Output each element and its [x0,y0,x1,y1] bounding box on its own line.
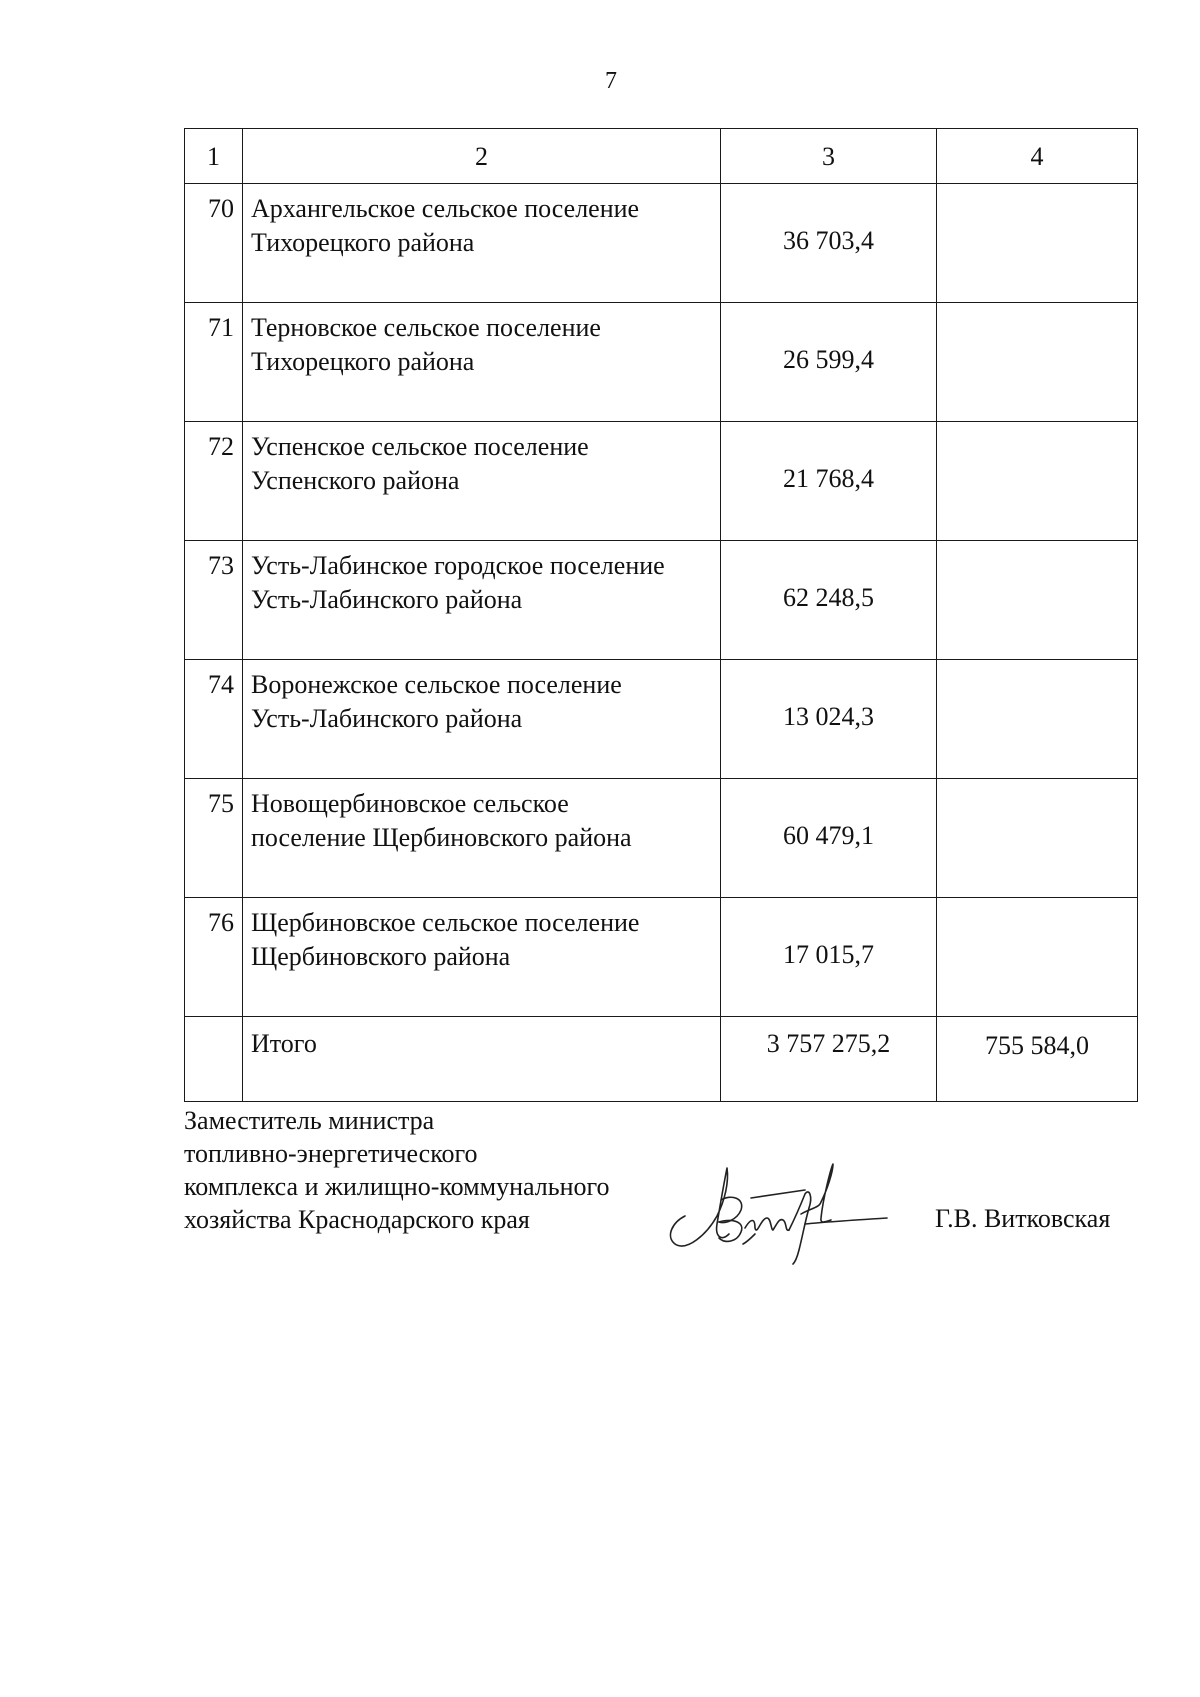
settlement-name [243,779,721,898]
column-header-1: 1 [185,129,243,184]
total-number-cell [185,1017,243,1102]
row-number: 71 [185,303,243,422]
settlement-name-line: Тихорецкого района [251,347,475,376]
page-number: 7 [605,68,617,94]
settlement-name-line: Успенское сельское поселение [251,432,589,461]
value-column-4 [937,303,1138,422]
value-column-3: 60 479,1 [721,779,937,898]
table-row [185,184,1138,303]
value-column-4 [937,779,1138,898]
column-header-3: 3 [721,129,937,184]
total-value-column-3: 3 757 275,2 [721,1017,937,1102]
row-number: 74 [185,660,243,779]
settlement-name [243,422,721,541]
settlement-name-line: поселение Щербиновского района [251,823,632,852]
table-header-row [185,129,1138,184]
settlement-name-line: Воронежское сельское поселение [251,670,622,699]
table-row [185,660,1138,779]
settlement-name-line: Терновское сельское поселение [251,313,601,342]
signatory-title-line: хозяйства Краснодарского края [184,1205,530,1234]
value-column-3: 26 599,4 [721,303,937,422]
settlement-name-line: Усть-Лабинского района [251,704,523,733]
settlement-name [243,184,721,303]
settlement-name-line: Тихорецкого района [251,228,475,257]
settlement-name-line: Новощербиновское сельское [251,789,569,818]
value-column-4 [937,422,1138,541]
settlement-name-line: Щербиновского района [251,942,511,971]
value-column-4 [937,660,1138,779]
total-value-column-4: 755 584,0 [937,1017,1138,1102]
value-column-3: 21 768,4 [721,422,937,541]
row-number: 72 [185,422,243,541]
value-column-4 [937,184,1138,303]
table-row [185,422,1138,541]
table-total-row [185,1017,1138,1102]
settlement-name [243,660,721,779]
data-table [184,128,1138,1102]
handwritten-signature [655,1138,895,1268]
table-row [185,303,1138,422]
signatory-name: Г.В. Витковская [935,1204,1111,1233]
value-column-3: 13 024,3 [721,660,937,779]
signatory-title-line: Заместитель министра [184,1106,435,1135]
settlement-name [243,541,721,660]
value-column-4 [937,541,1138,660]
table-row [185,541,1138,660]
settlement-name-line: Усть-Лабинское городское поселение [251,551,665,580]
table-row [185,779,1138,898]
value-column-3: 36 703,4 [721,184,937,303]
total-label: Итого [243,1017,721,1102]
value-column-4 [937,898,1138,1017]
row-number: 75 [185,779,243,898]
row-number: 70 [185,184,243,303]
signatory-title-line: комплекса и жилищно-коммунального [184,1172,610,1201]
row-number: 73 [185,541,243,660]
settlement-name [243,303,721,422]
settlement-name-line: Щербиновское сельское поселение [251,908,640,937]
value-column-3: 62 248,5 [721,541,937,660]
signatory-title [184,1104,610,1236]
table-row [185,898,1138,1017]
settlement-name-line: Усть-Лабинского района [251,585,523,614]
signatory-title-line: топливно-энергетического [184,1139,478,1168]
column-header-4: 4 [937,129,1138,184]
value-column-3: 17 015,7 [721,898,937,1017]
row-number: 76 [185,898,243,1017]
column-header-2: 2 [243,129,721,184]
settlement-name-line: Успенского района [251,466,460,495]
settlement-name-line: Архангельское сельское поселение [251,194,640,223]
settlement-name [243,898,721,1017]
